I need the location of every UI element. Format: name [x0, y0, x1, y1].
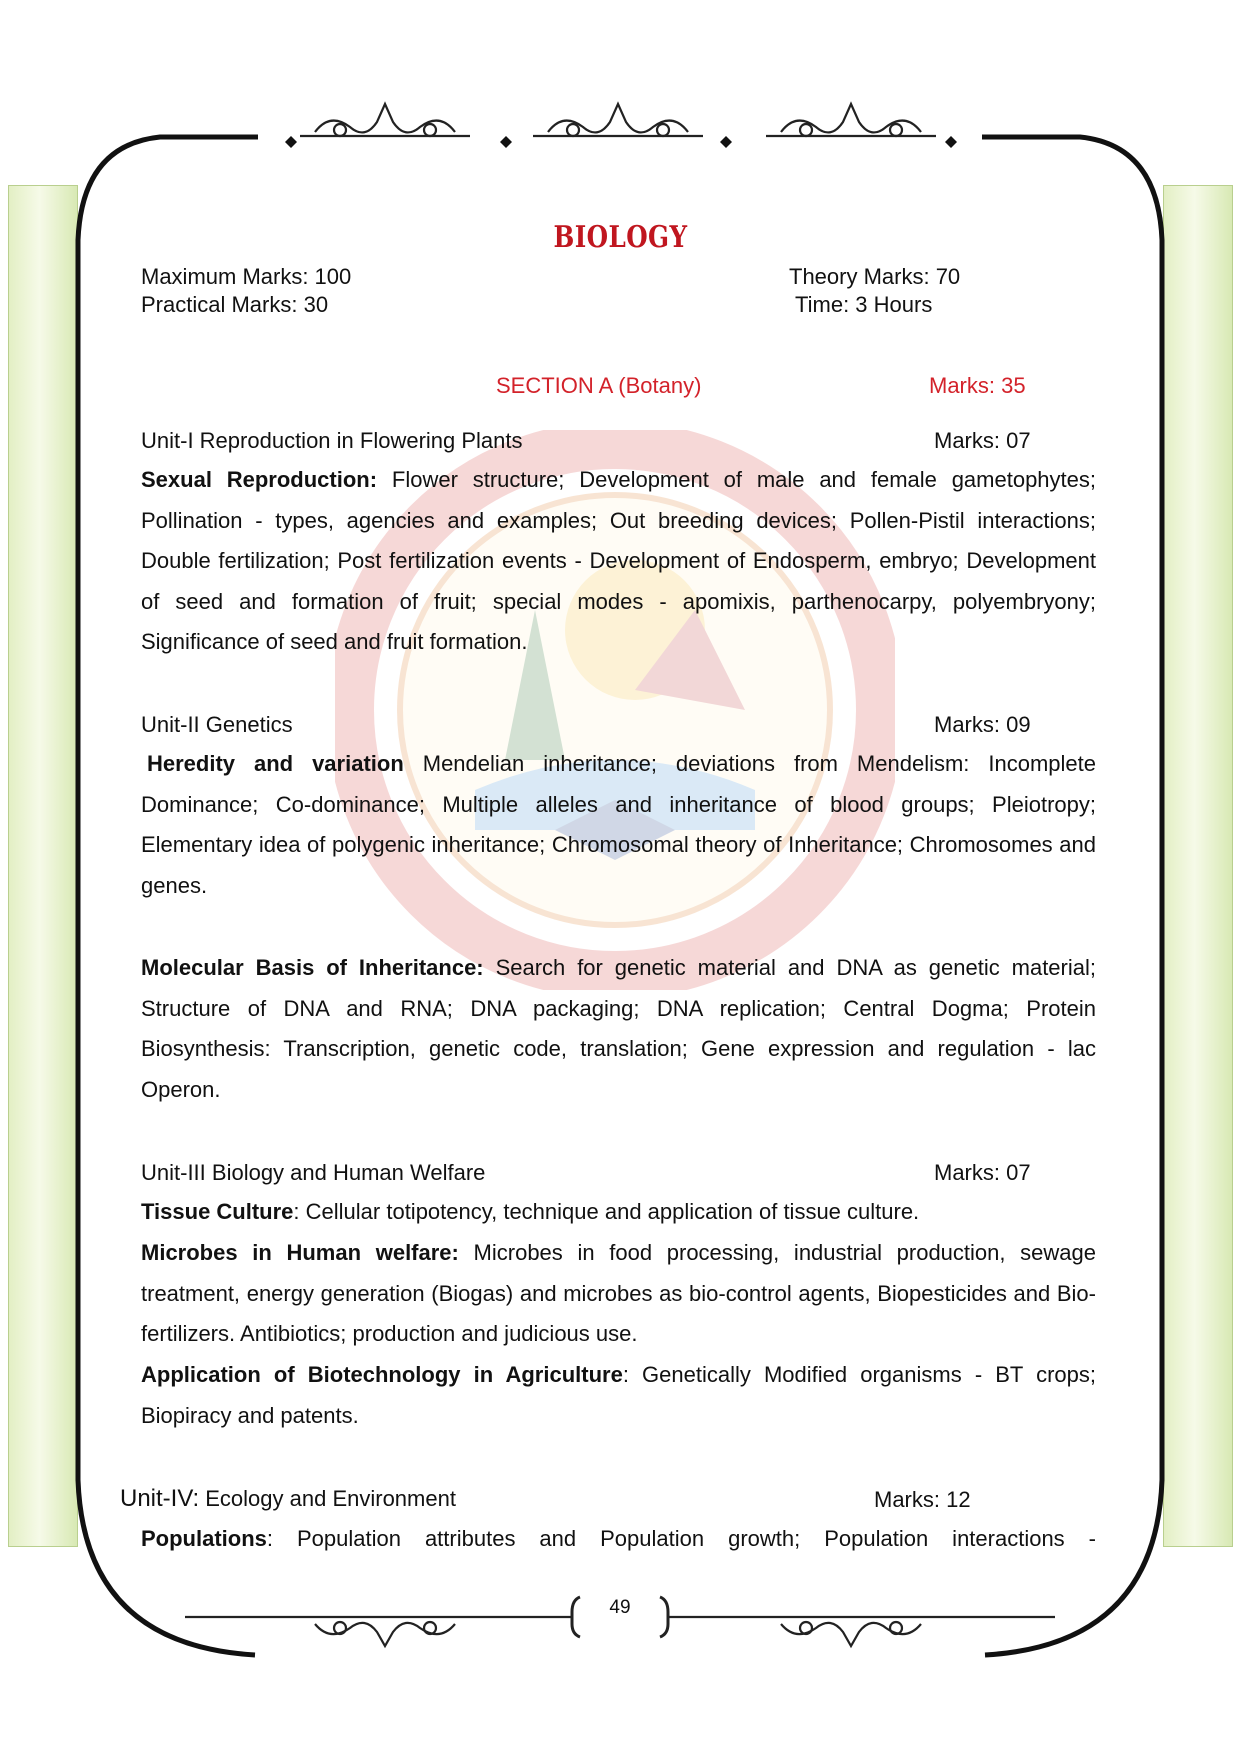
para-heading: Molecular Basis of Inheritance: — [141, 955, 484, 980]
para-heading: Microbes in Human welfare: — [141, 1240, 459, 1265]
top-diamond-dots — [285, 136, 957, 148]
paragraph-microbes — [141, 1233, 1096, 1357]
unit-4-name: Ecology and Environment — [205, 1486, 456, 1511]
page-number: 49 — [609, 1597, 631, 1618]
para-heading: Populations — [141, 1526, 267, 1551]
unit-1-marks: Marks: 07 — [934, 428, 1031, 453]
paragraph-sexual-reproduction — [141, 460, 1096, 665]
paragraph-tissue-culture — [141, 1192, 1096, 1234]
para-text: Flower structure; Development of male and female gametophytes; Pollination - types, agencies and examples; Out breeding devices; Pollen-Pistil interactions; Double fertilization; Post fertilization events - Development of Endosperm, embryo; Development of seed and formation of fruit; special modes - apomixis, parthenocarpy, polyembryony; Significance of seed and fruit formation. — [141, 467, 1096, 654]
unit-1-title: Unit-I Reproduction in Flowering Plants — [141, 428, 523, 453]
unit-4-prefix: Unit-IV: — [120, 1485, 200, 1512]
unit-4-title — [120, 1485, 456, 1513]
para-text: Search for genetic material and DNA as genetic material; Structure of DNA and RNA; DNA packaging; DNA replication; Central Dogma; Protein Biosynthesis: Transcription, genetic code, translation; Gene expression and regulation - lac Operon. — [141, 955, 1096, 1102]
para-text: Mendelian inheritance; deviations from Mendelism: Incomplete Dominance; Co-dominance; Multiple alleles and inheritance of blood groups; Pleiotropy; Elementary idea of polygenic inheritance; Chromosomal theory of Inheritance; Chromosomes and genes. — [141, 751, 1096, 898]
top-ornament — [300, 104, 936, 136]
paragraph-molecular-basis — [141, 948, 1096, 1113]
unit-3-title: Unit-III Biology and Human Welfare — [141, 1160, 486, 1185]
page-title: BIOLOGY — [553, 220, 688, 255]
time-duration: Time: 3 Hours — [795, 292, 933, 317]
practical-marks: Practical Marks: 30 — [141, 292, 329, 317]
unit-2-title: Unit-II Genetics — [141, 712, 293, 737]
unit-3-marks: Marks: 07 — [934, 1160, 1031, 1185]
unit-4-marks: Marks: 12 — [874, 1487, 971, 1512]
para-heading: Heredity and variation — [147, 751, 404, 776]
max-marks: Maximum Marks: 100 — [141, 264, 352, 289]
paragraph-populations — [141, 1519, 1096, 1561]
para-text: : Genetically Modified organisms - BT crops; Biopiracy and patents. — [141, 1362, 1096, 1428]
unit-2-marks: Marks: 09 — [934, 712, 1031, 737]
paragraph-heredity — [141, 744, 1096, 909]
para-heading: Application of Biotechnology in Agriculture — [141, 1362, 623, 1387]
para-text: Microbes in food processing, industrial production, sewage treatment, energy generation (Biogas) and microbes as bio-control agents, Biopesticides and Bio-fertilizers. Antibiotics; production and judicious use. — [141, 1240, 1097, 1346]
para-text: : Population attributes and Population growth; Population interactions - — [266, 1526, 1096, 1551]
section-title: SECTION A (Botany) — [496, 373, 702, 398]
section-marks: Marks: 35 — [929, 373, 1026, 398]
para-heading: Sexual Reproduction: — [141, 467, 378, 492]
theory-marks: Theory Marks: 70 — [789, 264, 961, 289]
paragraph-biotechnology — [141, 1355, 1096, 1439]
para-heading: Tissue Culture — [141, 1199, 294, 1224]
para-text: : Cellular totipotency, technique and application of tissue culture. — [293, 1199, 920, 1224]
